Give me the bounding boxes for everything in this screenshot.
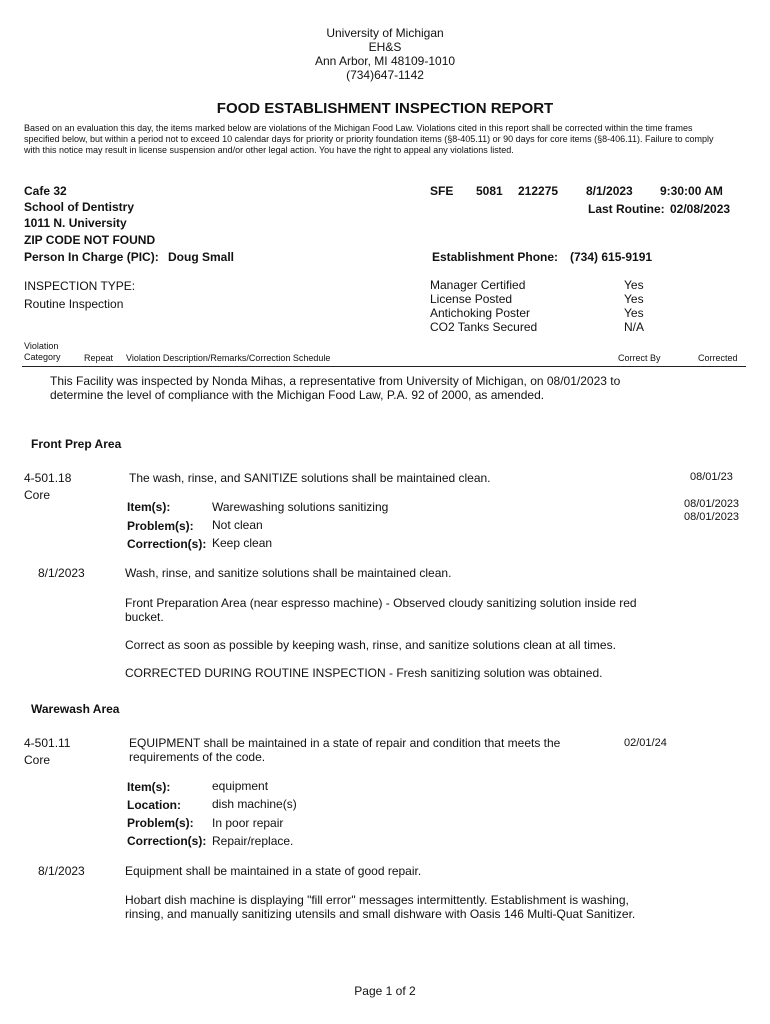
establishment-address: 1011 N. University <box>24 216 127 230</box>
compliance-label-manager: Manager Certified <box>430 278 526 292</box>
col-repeat: Repeat <box>84 353 114 363</box>
note-date: 8/1/2023 <box>38 864 85 878</box>
establishment-zip: ZIP CODE NOT FOUND <box>24 233 156 247</box>
problem-value: Not clean <box>212 518 263 532</box>
correction-value: Keep clean <box>212 536 273 550</box>
inspector-statement: This Facility was inspected by Nonda Mihas, a representative from University of Michigan, on 08/01/2023 to determine the level of compliance with the Michigan Food Law, P.A. 92 of 2000, as amended. <box>50 374 621 402</box>
pic-label: Person In Charge (PIC): <box>24 250 159 264</box>
page-number: Page 1 of 2 <box>354 984 416 998</box>
corrected-date: 08/01/2023 <box>684 511 740 523</box>
violation-code: 4-501.11 <box>24 736 71 750</box>
note-line: Correct as soon as possible by keeping wash, rinse, and sanitize solutions clean at all times. <box>125 638 616 652</box>
note-line: Front Preparation Area (near espresso machine) - Observed cloudy sanitizing solution inside red bucket. <box>125 596 637 624</box>
item-label: Item(s): <box>127 500 171 514</box>
correction-label: Correction(s): <box>127 537 207 551</box>
correction-label: Correction(s): <box>127 834 207 848</box>
col-corrected: Corrected <box>698 353 738 363</box>
area-title-front-prep: Front Prep Area <box>31 437 122 451</box>
note-line: CORRECTED DURING ROUTINE INSPECTION - Fresh sanitizing solution was obtained. <box>125 666 603 680</box>
area-title-warewash: Warewash Area <box>31 702 120 716</box>
establishment-name: Cafe 32 <box>24 184 67 198</box>
problem-value: In poor repair <box>212 816 284 830</box>
col-violation: Violation <box>24 341 59 351</box>
report-title: FOOD ESTABLISHMENT INSPECTION REPORT <box>216 100 554 117</box>
compliance-value-license: Yes <box>624 292 644 306</box>
header-phone: (734)647-1142 <box>346 68 424 82</box>
compliance-value-antichoking: Yes <box>624 306 644 320</box>
item-label: Item(s): <box>127 780 171 794</box>
compliance-label-antichoking: Antichoking Poster <box>430 306 531 320</box>
inspection-time: 9:30:00 AM <box>660 184 723 198</box>
inspection-type-value: Routine Inspection <box>24 297 124 311</box>
establishment-type: SFE <box>430 184 454 198</box>
corrected-date: 08/01/23 <box>690 471 733 483</box>
violation-category: Core <box>24 488 51 502</box>
compliance-label-co2: CO2 Tanks Secured <box>430 320 538 334</box>
location-label: Location: <box>127 798 181 812</box>
compliance-value-co2: N/A <box>624 320 645 334</box>
establishment-phone-label: Establishment Phone: <box>432 250 559 264</box>
note-line: Wash, rinse, and sanitize solutions shall be maintained clean. <box>125 566 452 580</box>
col-category: Category <box>24 352 61 362</box>
header-divider <box>22 366 746 367</box>
compliance-value-manager: Yes <box>624 278 644 292</box>
note-line: Hobart dish machine is displaying "fill error" messages intermittently. Establishment is washing, rinsing, and manually sanitizing utensils and small dishware with Oasis 146 Multi-Quat Sanitizer. <box>125 893 636 921</box>
pic-name: Doug Small <box>168 250 235 264</box>
correct-by-date: 02/01/24 <box>624 737 667 749</box>
city-line: Ann Arbor, MI 48109-1010 <box>314 54 456 68</box>
establishment-phone: (734) 615-9191 <box>570 250 653 264</box>
intro-text: Based on an evaluation this day, the items marked below are violations of the Michigan Food Law. Violations cited in this report shall be corrected within the time frames specified below, but within a period not to exceed 10 calendar days for priority or priority foundation items (§8-405.11) or 90 days for core items (§8-406.11). Failure to comply with this notice may result in license suspension and/or other legal action. You have the right to appeal any violations listed. <box>24 123 714 155</box>
inspection-date: 8/1/2023 <box>586 184 633 198</box>
violation-description: The wash, rinse, and SANITIZE solutions shall be maintained clean. <box>129 471 491 485</box>
last-routine-date: 02/08/2023 <box>670 202 731 216</box>
col-description: Violation Description/Remarks/Correction Schedule <box>126 353 331 363</box>
problem-label: Problem(s): <box>127 816 194 830</box>
item-value: Warewashing solutions sanitizing <box>212 500 389 514</box>
note-date: 8/1/2023 <box>38 566 85 580</box>
col-correct-by: Correct By <box>618 353 661 363</box>
problem-label: Problem(s): <box>127 519 194 533</box>
compliance-label-license: License Posted <box>430 292 513 306</box>
establishment-building: School of Dentistry <box>24 200 135 214</box>
inspection-type-label: INSPECTION TYPE: <box>24 279 136 293</box>
violation-category: Core <box>24 753 51 767</box>
last-routine-label: Last Routine: <box>588 202 665 216</box>
violation-code: 4-501.18 <box>24 471 72 485</box>
establishment-code1: 5081 <box>476 184 503 198</box>
corrected-date: 08/01/2023 <box>684 498 740 510</box>
correction-value: Repair/replace. <box>212 834 294 848</box>
location-value: dish machine(s) <box>212 797 297 811</box>
establishment-code2: 212275 <box>518 184 559 198</box>
item-value: equipment <box>212 779 269 793</box>
note-line: Equipment shall be maintained in a state of good repair. <box>125 864 422 878</box>
violation-description: EQUIPMENT shall be maintained in a state of repair and condition that meets the requirements of the code. <box>129 736 561 764</box>
org-name: University of Michigan <box>326 26 444 40</box>
dept-name: EH&S <box>368 40 402 54</box>
